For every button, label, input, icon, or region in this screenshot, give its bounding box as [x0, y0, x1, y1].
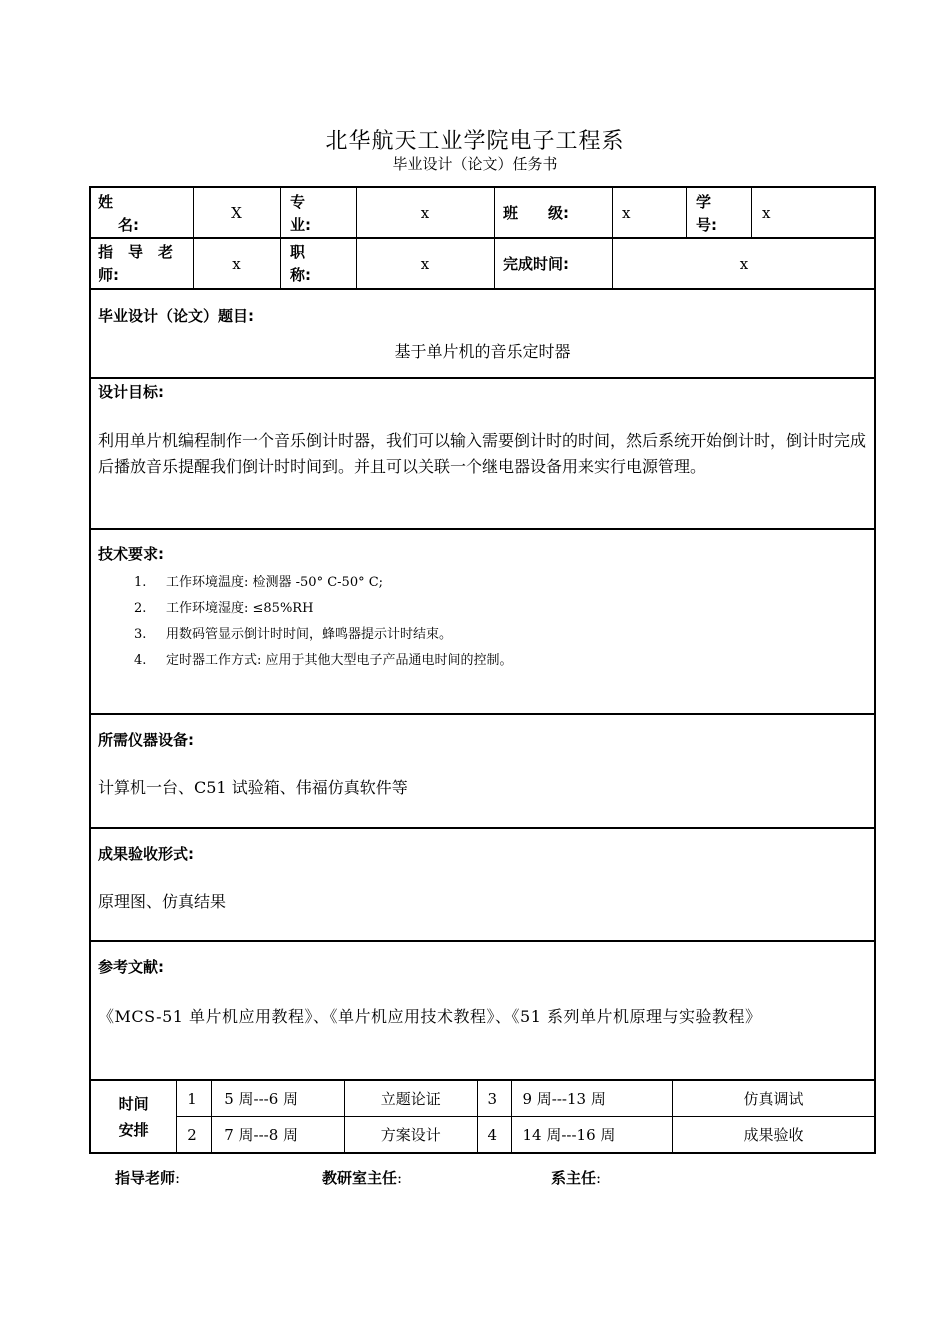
- table-row: [90, 1117, 875, 1154]
- signature-dept-head: 系主任:: [551, 1169, 602, 1187]
- result-label: 成果验收形式:: [98, 845, 194, 863]
- finish-time-value: x: [739, 255, 749, 273]
- student-id-value: x: [762, 204, 771, 222]
- major-value: x: [420, 204, 430, 222]
- table-cell: 3: [477, 1080, 512, 1117]
- position-label-2: 称:: [290, 266, 311, 284]
- table-cell: 立题论证: [344, 1080, 477, 1117]
- list-item: 1. 工作环境温度: 检测器 -50° C-50° C;: [134, 575, 384, 590]
- advisor-value: x: [232, 255, 241, 273]
- table-cell: 5 周---6 周: [212, 1080, 345, 1117]
- equipment-text: 计算机一台、C51 试验箱、伟福仿真软件等: [98, 778, 408, 797]
- table-cell: 2: [177, 1117, 212, 1154]
- finish-time-label: 完成时间:: [503, 255, 569, 273]
- advisor-label-2: 师:: [98, 266, 119, 284]
- table-cell: 4: [477, 1117, 512, 1154]
- position-value: x: [420, 255, 430, 273]
- tech-label: 技术要求:: [98, 545, 164, 563]
- table-cell: 14 周---16 周: [512, 1117, 673, 1154]
- result-text: 原理图、仿真结果: [98, 892, 227, 911]
- position-label: 职: [290, 243, 306, 261]
- advisor-label: 指 导 老: [98, 243, 174, 261]
- goal-text: 利用单片机编程制作一个音乐倒计时器，我们可以输入需要倒计时的时间，然后系统开始倒计时，倒计时完成后播放音乐提醒我们倒计时时间到。并且可以关联一个继电器设备用来实行电源管理。: [98, 431, 867, 476]
- name-value: X: [231, 204, 242, 222]
- document-subtitle: 毕业设计（论文）任务书: [392, 155, 558, 173]
- table-row: [90, 1080, 875, 1117]
- table-cell: 成果验收: [673, 1117, 875, 1154]
- schedule-label: 时间 安排: [90, 1080, 177, 1153]
- topic-value: 基于单片机的音乐定时器: [394, 342, 571, 361]
- signature-advisor: 指导老师:: [115, 1169, 181, 1187]
- equipment-label: 所需仪器设备:: [98, 731, 194, 749]
- name-label: 姓: [98, 193, 114, 211]
- references-text: 《MCS-51 单片机应用教程》、《单片机应用技术教程》、《51 系列单片机原理与实验教程》: [98, 1007, 762, 1026]
- references-label: 参考文献:: [98, 958, 164, 976]
- list-item: 2. 工作环境湿度: ≤85%RH: [134, 601, 314, 616]
- name-label-2: 名:: [118, 216, 139, 234]
- topic-label: 毕业设计（论文）题目:: [98, 307, 254, 325]
- student-id-label: 学: [696, 193, 712, 211]
- list-item: 4. 定时器工作方式: 应用于其他大型电子产品通电时间的控制。: [134, 653, 513, 668]
- major-label-2: 业:: [290, 216, 311, 234]
- list-item: 3. 用数码管显示倒计时时间，蜂鸣器提示计时结束。: [134, 627, 453, 642]
- schedule-table: [89, 1079, 876, 1154]
- table-cell: 仿真调试: [673, 1080, 875, 1117]
- major-label: 专: [290, 193, 306, 211]
- table-cell: 7 周---8 周: [212, 1117, 345, 1154]
- student-id-label-2: 号:: [696, 216, 717, 234]
- goal-label: 设计目标:: [98, 383, 164, 401]
- table-cell: 9 周---13 周: [512, 1080, 673, 1117]
- signature-office-head: 教研室主任:: [322, 1169, 403, 1187]
- class-value: x: [622, 204, 631, 222]
- class-label: 班 级:: [503, 204, 569, 222]
- document-title: 北华航天工业学院电子工程系: [325, 129, 625, 154]
- table-cell: 1: [177, 1080, 212, 1117]
- table-cell: 方案设计: [344, 1117, 477, 1154]
- tech-requirements-list: [134, 570, 513, 674]
